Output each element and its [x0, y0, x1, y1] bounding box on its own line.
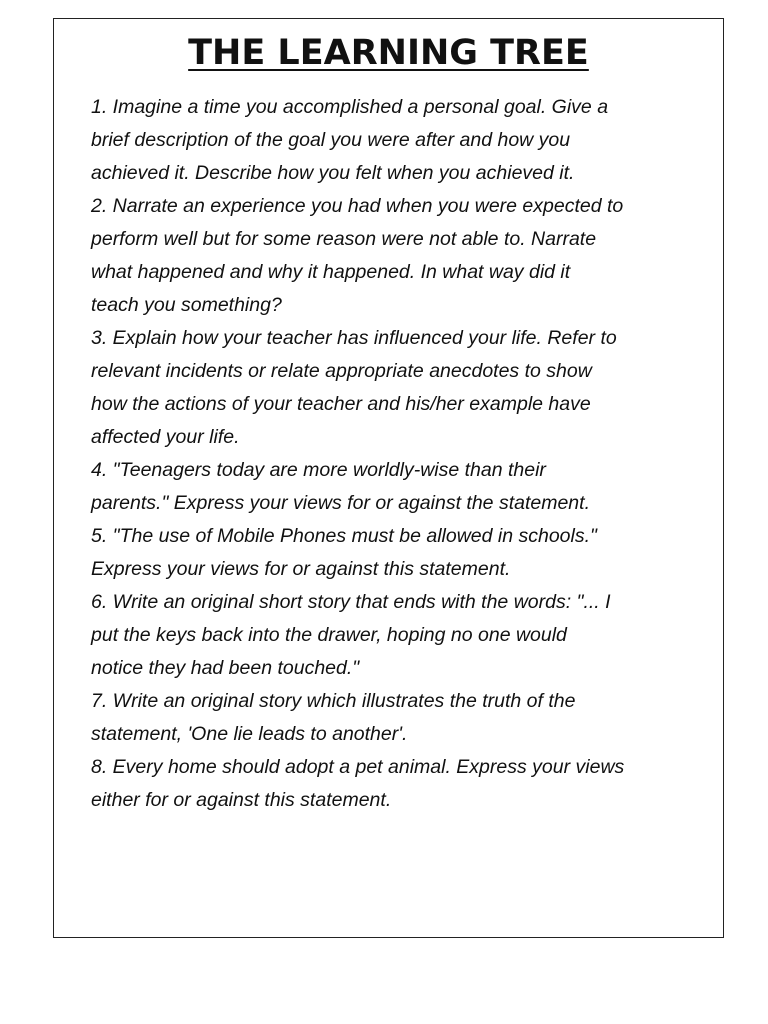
question-line: 3. Explain how your teacher has influenced your life. Refer to [91, 327, 617, 349]
question-item [91, 454, 696, 520]
question-line: achieved it. Describe how you felt when you achieved it. [91, 162, 575, 184]
question-line: 8. Every home should adopt a pet animal. Express your views [91, 756, 625, 778]
question-line: perform well but for some reason were not able to. Narrate [91, 228, 597, 250]
question-item [91, 586, 696, 685]
question-line: notice they had been touched." [91, 657, 360, 679]
question-item [91, 322, 696, 454]
question-line: 6. Write an original short story that ends with the words: "... I [91, 591, 611, 613]
question-list [91, 91, 696, 817]
question-line: 5. "The use of Mobile Phones must be allowed in schools." [91, 525, 597, 547]
question-item [91, 751, 696, 817]
question-line: affected your life. [91, 426, 240, 448]
question-line: teach you something? [91, 294, 282, 316]
question-line: parents." Express your views for or against the statement. [91, 492, 590, 514]
question-item [91, 190, 696, 322]
question-line: how the actions of your teacher and his/her example have [91, 393, 591, 415]
question-line: 4. "Teenagers today are more worldly-wise than their [91, 459, 546, 481]
question-line: either for or against this statement. [91, 789, 392, 811]
question-line: Express your views for or against this statement. [91, 558, 511, 580]
page-title [54, 29, 723, 77]
question-line: 1. Imagine a time you accomplished a personal goal. Give a [91, 96, 609, 118]
worksheet-page [53, 18, 724, 938]
question-item [91, 520, 696, 586]
question-line: statement, 'One lie leads to another'. [91, 723, 408, 745]
question-item [91, 685, 696, 751]
question-line: put the keys back into the drawer, hoping no one would [91, 624, 567, 646]
question-line: 2. Narrate an experience you had when you were expected to [91, 195, 624, 217]
question-line: relevant incidents or relate appropriate anecdotes to show [91, 360, 592, 382]
question-line: brief description of the goal you were after and how you [91, 129, 571, 151]
page-title-text: THE LEARNING TREE [188, 33, 589, 73]
question-line: 7. Write an original story which illustrates the truth of the [91, 690, 576, 712]
question-line: what happened and why it happened. In what way did it [91, 261, 571, 283]
question-item [91, 91, 696, 190]
